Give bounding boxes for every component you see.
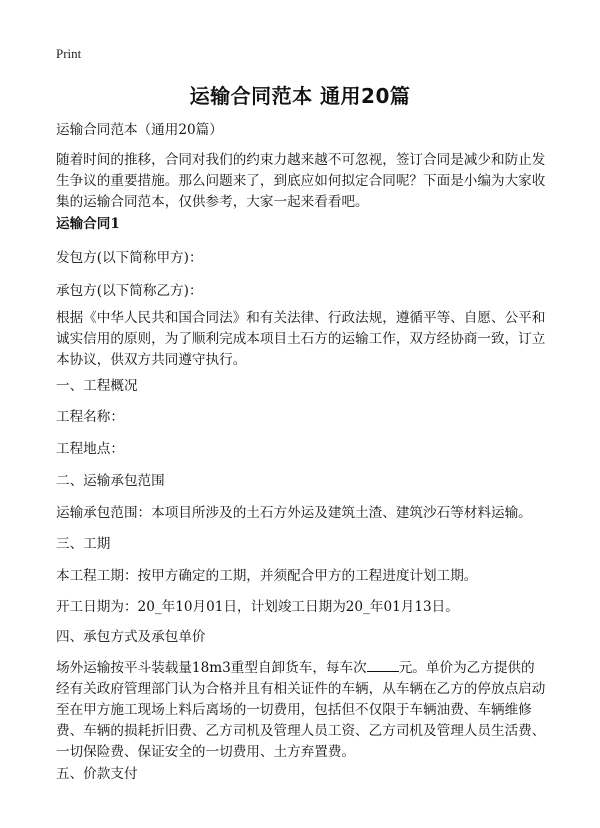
clause-heading-3: 三、工期 — [56, 536, 111, 552]
document-title: 运输合同范本 通用20篇 — [189, 84, 411, 108]
clause-heading-1: 一、工程概况 — [56, 378, 138, 394]
clause-heading-5: 五、价款支付 — [56, 766, 138, 782]
clause-heading-2: 二、运输承包范围 — [56, 473, 165, 489]
project-site-line: 工程地点： — [56, 441, 124, 457]
price-text-after-blank: 元。单价为乙方提供的经有关政府管理部门认为合格并且有相关证件的车辆，从车辆在乙方的停放点启动至在甲方施工现场上料后离场的一切费用，包括但不仅限于车辆油费、车辆维修费、车辆的损耗折旧费、乙方司机及管理人员工资、乙方司机及管理人员生活费、一切保险费、保证安全的一切费用、土方弃置费。 — [56, 660, 546, 760]
intro-paragraph: 随着时间的推移，合同对我们的约束力越来越不可忽视，签订合同是减少和防止发生争议的重要措施。那么问题来了，到底应如何拟定合同呢？下面是小编为大家收集的运输合同范本，仅供参考，大家一起来看看吧。 — [56, 152, 546, 210]
party-b-line: 承包方(以下简称乙方)： — [56, 283, 203, 299]
document-subtitle: 运输合同范本（通用20篇） — [56, 122, 223, 138]
price-paragraph — [56, 658, 548, 763]
party-a-line: 发包方(以下简称甲方)： — [56, 250, 203, 266]
dates-paragraph: 开工日期为：20_年10月01日，计划竣工日期为20_年01月13日。 — [56, 599, 459, 615]
print-link[interactable]: Print — [56, 46, 82, 61]
project-name-line: 工程名称： — [56, 409, 124, 425]
preamble-paragraph: 根据《中华人民共和国合同法》和有关法律、行政法规，遵循平等、自愿、公平和诚实信用的原则，为了顺利完成本项目土石方的运输工作，双方经协商一致，订立本协议，供双方共同遵守执行。 — [56, 310, 546, 368]
price-blank — [367, 659, 399, 672]
section-heading: 运输合同1 — [56, 216, 120, 232]
scope-paragraph: 运输承包范围：本项目所涉及的土石方外运及建筑土渣、建筑沙石等材料运输。 — [56, 505, 532, 521]
period-paragraph: 本工程工期：按甲方确定的工期，并须配合甲方的工程进度计划工期。 — [56, 568, 478, 584]
clause-heading-4: 四、承包方式及承包单价 — [56, 629, 206, 645]
price-text-before-blank: 场外运输按平斗装载量18m3重型自卸货车，每车次 — [56, 660, 367, 676]
